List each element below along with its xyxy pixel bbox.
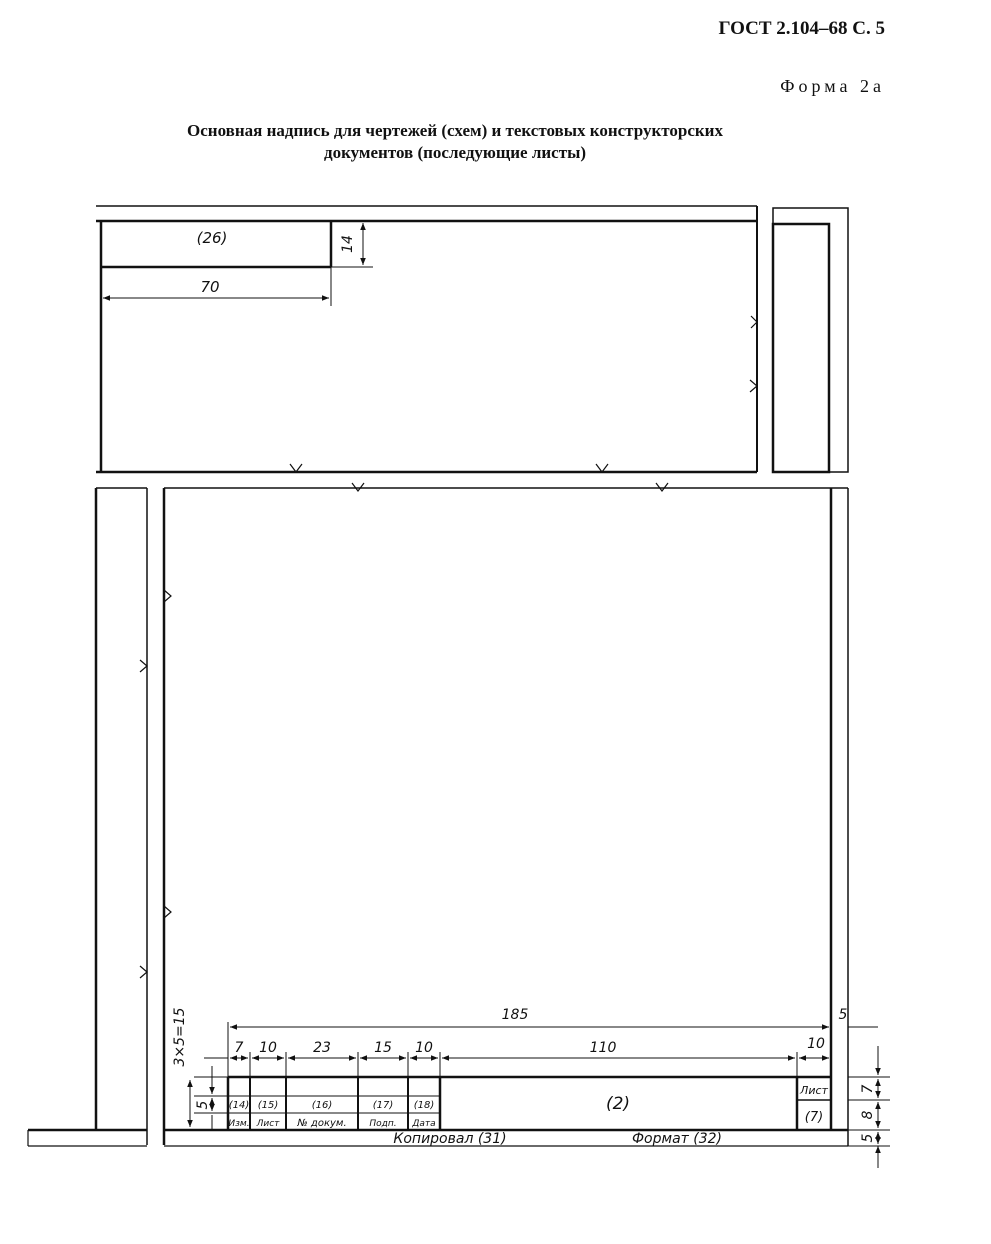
dim-right-h3: 5	[860, 1133, 876, 1143]
code-designation: (2)	[605, 1094, 631, 1114]
field-26-code: (26)	[196, 229, 228, 247]
dim-right-h2: 8	[860, 1110, 876, 1120]
label-podp: Подп.	[369, 1119, 397, 1129]
main-sheet-outline	[28, 483, 848, 1146]
dim-col-date: 10	[415, 1040, 433, 1056]
dim-right-h1: 7	[860, 1084, 876, 1094]
footer-copied: Копировал (31)	[393, 1131, 507, 1147]
footer-format: Формат (32)	[632, 1131, 722, 1147]
dim-col-name: 110	[589, 1040, 617, 1056]
code-izm: (14)	[228, 1100, 250, 1111]
page-header: ГОСТ 2.104–68 С. 5	[718, 18, 885, 39]
dim-col-doc: 23	[313, 1040, 331, 1056]
dim-col-list: 10	[259, 1040, 277, 1056]
dim-col-izm: 7	[234, 1040, 244, 1056]
dim-185: 185	[501, 1007, 529, 1023]
dim-vertical-span: 3×5=15	[172, 1007, 188, 1067]
code-podp: (17)	[372, 1100, 394, 1111]
title-line-2: документов (последующие листы)	[323, 143, 587, 162]
label-doc: № докум.	[297, 1118, 347, 1129]
code-sheet-no: (7)	[804, 1110, 824, 1125]
dim-col-podp: 15	[374, 1040, 392, 1056]
dim-row-height: 5	[195, 1100, 211, 1110]
dim-14: 14	[340, 235, 356, 253]
label-date: Дата	[412, 1119, 436, 1129]
code-list: (15)	[257, 1100, 279, 1111]
form-label: Форма 2а	[780, 76, 885, 96]
dim-col-sheet: 10	[807, 1036, 825, 1052]
label-list: Лист	[256, 1119, 280, 1129]
code-doc: (16)	[311, 1100, 333, 1111]
field-26-block	[101, 221, 373, 306]
dim-70: 70	[200, 278, 220, 296]
dim-right-margin-5: 5	[838, 1007, 848, 1023]
code-date: (18)	[413, 1100, 435, 1111]
label-sheet: Лист	[800, 1084, 828, 1097]
label-izm: Изм.	[228, 1119, 250, 1129]
title-line-1: Основная надпись для чертежей (схем) и текстовых конструкторских	[187, 121, 723, 140]
